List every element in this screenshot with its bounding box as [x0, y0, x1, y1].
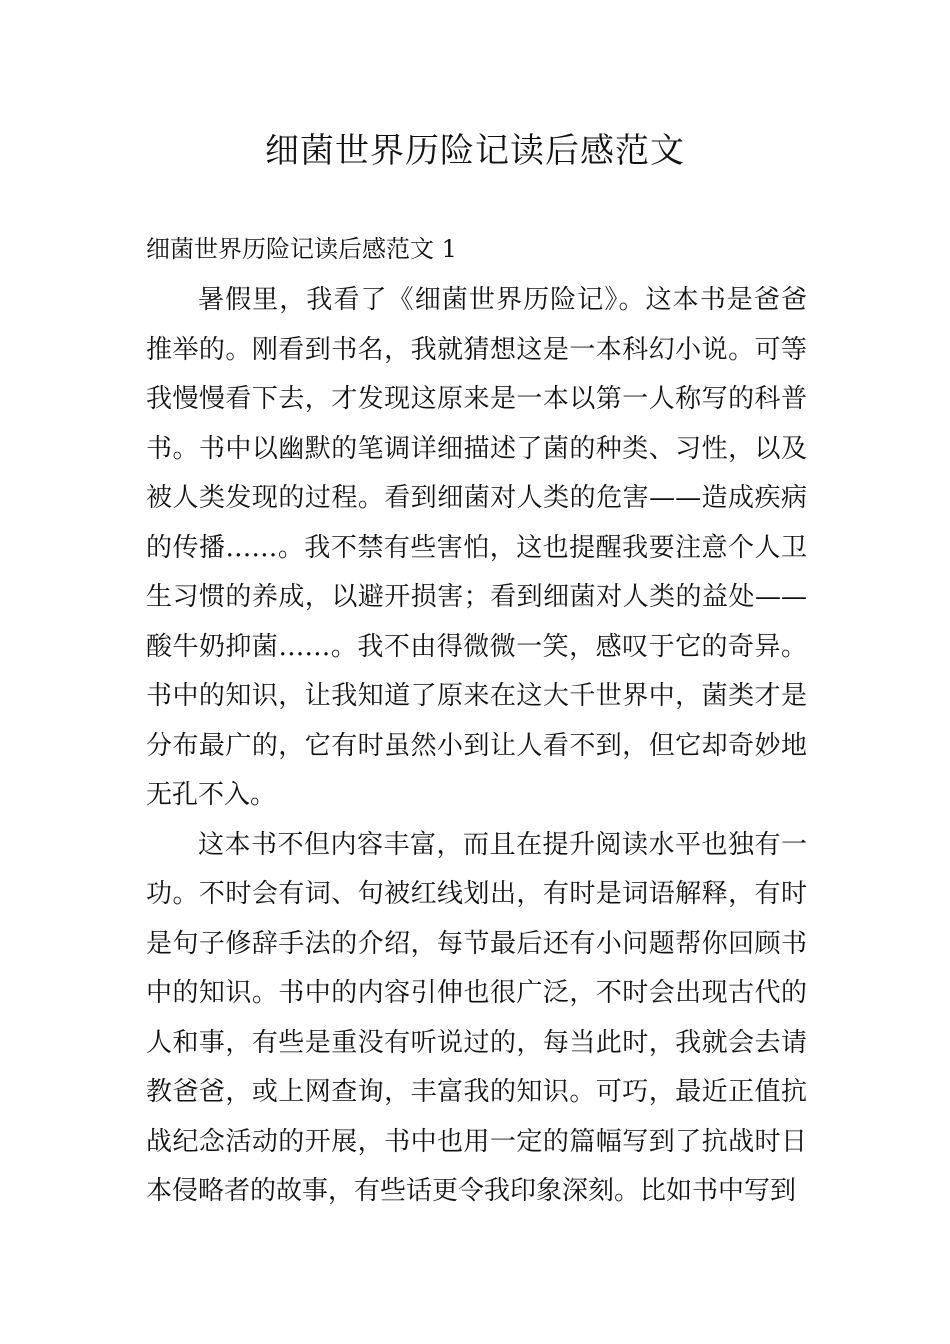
document-title: 细菌世界历险记读后感范文 — [265, 131, 685, 171]
body-paragraph-2: 这本书不但内容丰富，而且在提升阅读水平也独有一功。不时会有词、句被红线划出，有时是词语解释，有时是句子修辞手法的介绍，每节最后还有小问题帮你回顾书中的知识。书中的内容引伸也很广泛，不时会出现古代的人和事，有些是重没有听说过的，每当此时，我就会去请教爸爸，或上网查询，丰富我的知识。可巧，最近正值抗战纪念活动的开展，书中也用一定的篇幅写到了抗战时日本侵略者的故事，有些话更令我印象深刻。比如书中写到 — [146, 829, 807, 1206]
body-paragraph-1: 暑假里，我看了《细菌世界历险记》。这本书是爸爸推举的。刚看到书名，我就猜想这是一本科幻小说。可等我慢慢看下去，才发现这原来是一本以第一人称写的科普书。书中以幽默的笔调详细描述了菌的种类、习性，以及被人类发现的过程。看到细菌对人类的危害——造成疾病的传播……。我不禁有些害怕，这也提醒我要注意个人卫生习惯的养成，以避开损害；看到细菌对人类的益处——酸牛奶抑菌……。我不由得微微一笑，感叹于它的奇异。书中的知识，让我知道了原来在这大千世界中，菌类才是分布最广的，它有时虽然小到让人看不到，但它却奇妙地无孔不入。 — [146, 285, 807, 810]
section-heading: 细菌世界历险记读后感范文 1 — [146, 235, 457, 263]
document-body — [146, 276, 807, 1217]
